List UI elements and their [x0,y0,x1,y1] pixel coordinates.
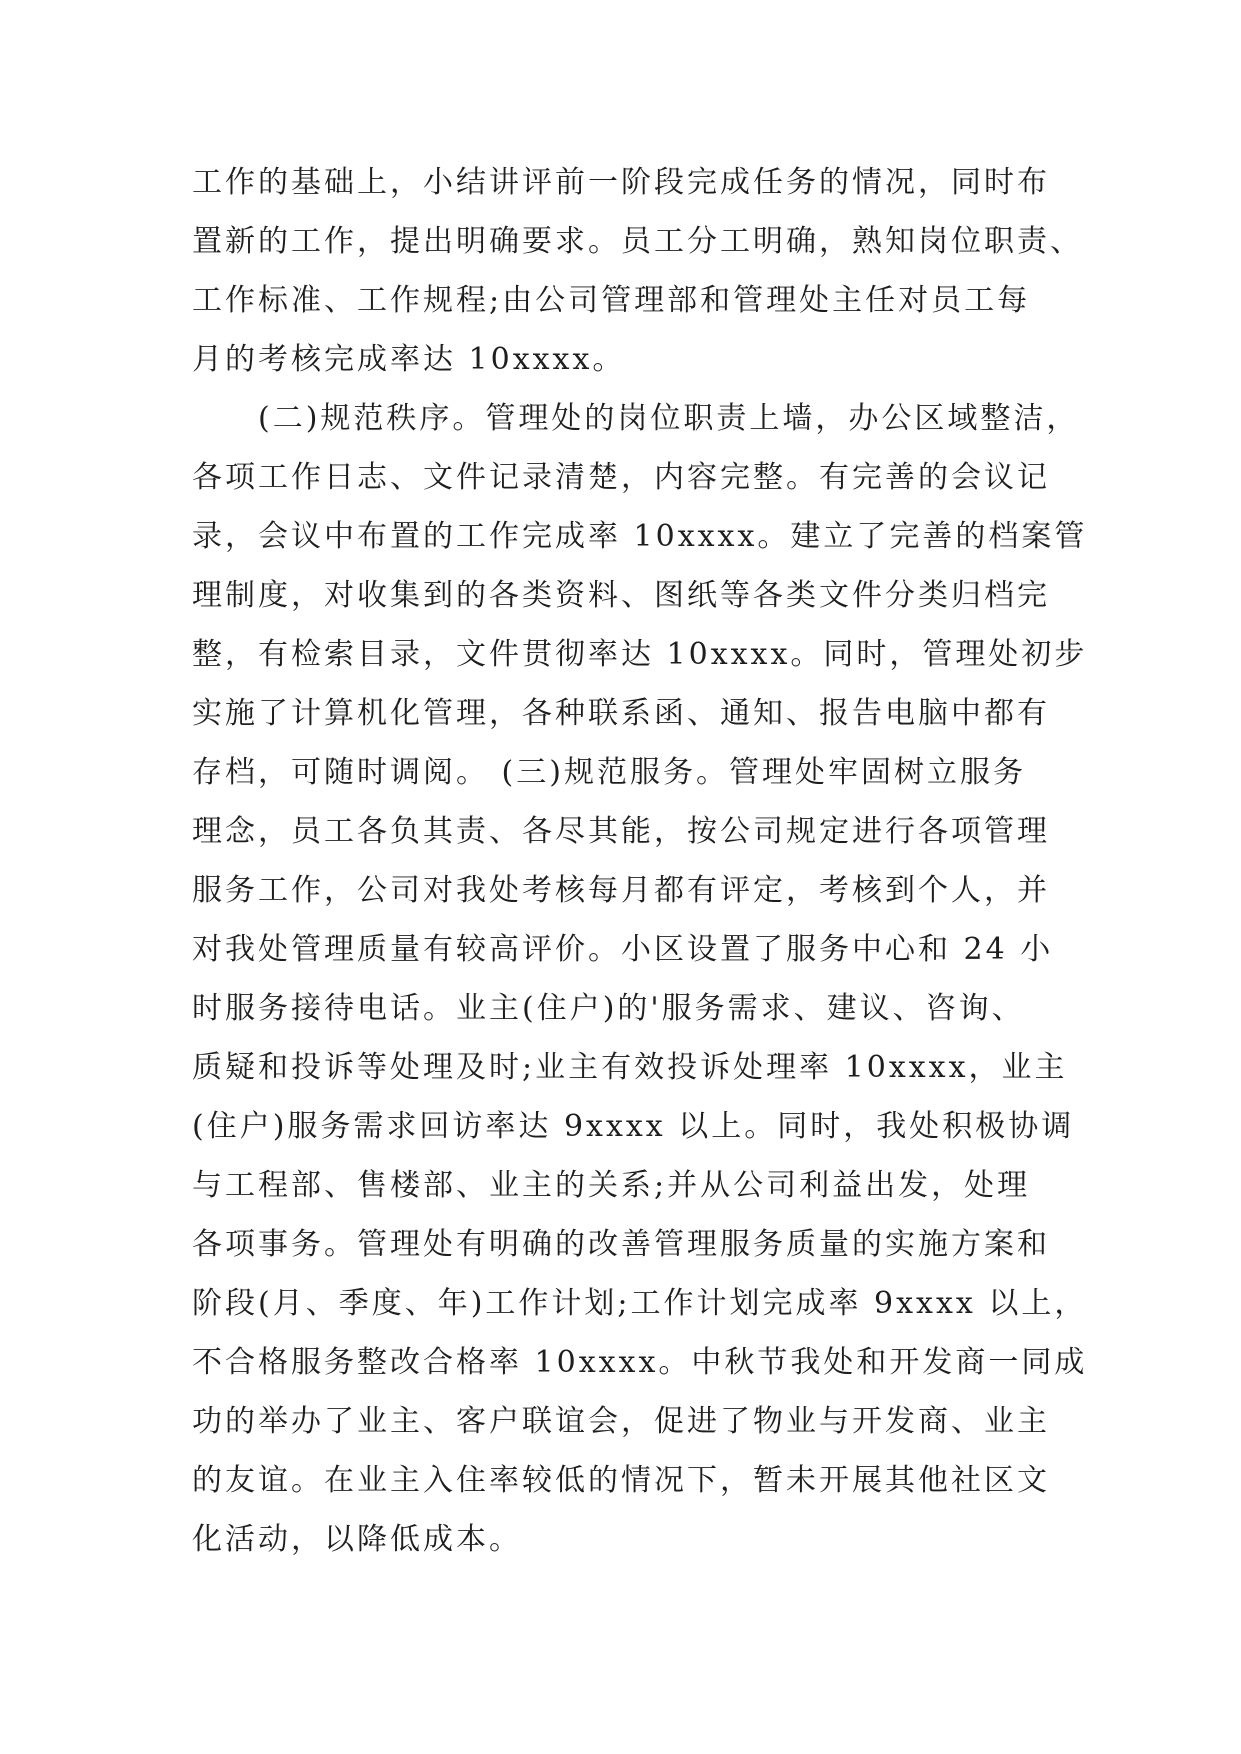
text-line: (住户)服务需求回访率达 9xxxx 以上。同时，我处积极协调 [192,1109,1075,1144]
text-line: 不合格服务整改合格率 10xxxx。中秋节我处和开发商一同成 [192,1345,1088,1380]
text-line: 与工程部、售楼部、业主的关系;并从公司利益出发，处理 [192,1168,1031,1203]
text-line: (二)规范秩序。管理处的岗位职责上墙，办公区域整洁， [192,401,1080,436]
text-line: 置新的工作，提出明确要求。员工分工明确，熟知岗位职责、 [192,224,1083,259]
text-line: 功的举办了业主、客户联谊会，促进了物业与开发商、业主 [192,1404,1050,1439]
text-line: 理制度，对收集到的各类资料、图纸等各类文件分类归档完 [192,578,1050,613]
text-line: 各项工作日志、文件记录清楚，内容完整。有完善的会议记 [192,460,1050,495]
text-line: 实施了计算机化管理，各种联系函、通知、报告电脑中都有 [192,696,1050,731]
text-line: 理念，员工各负其责、各尽其能，按公司规定进行各项管理 [192,814,1050,849]
text-line: 月的考核完成率达 10xxxx。 [192,342,626,377]
text-line: 整，有检索目录，文件贯彻率达 10xxxx。同时，管理处初步 [192,637,1088,672]
text-line: 对我处管理质量有较高评价。小区设置了服务中心和 24 小 [192,932,1054,967]
text-line: 工作标准、工作规程;由公司管理部和管理处主任对员工每 [192,283,1031,318]
text-line: 质疑和投诉等处理及时;业主有效投诉处理率 10xxxx，业主 [192,1050,1068,1085]
text-line: 时服务接待电话。业主(住户)的'服务需求、建议、咨询、 [192,991,1025,1026]
text-line: 存档，可随时调阅。 (三)规范服务。管理处牢固树立服务 [192,755,1026,790]
text-line: 工作的基础上，小结讲评前一阶段完成任务的情况，同时布 [192,165,1050,200]
text-line: 化活动，以降低成本。 [192,1522,522,1557]
body-text [192,153,1088,1569]
text-line: 服务工作，公司对我处考核每月都有评定，考核到个人，并 [192,873,1050,908]
text-line: 录，会议中布置的工作完成率 10xxxx。建立了完善的档案管 [192,519,1088,554]
text-line: 各项事务。管理处有明确的改善管理服务质量的实施方案和 [192,1227,1050,1262]
text-line: 阶段(月、季度、年)工作计划;工作计划完成率 9xxxx 以上， [192,1286,1088,1321]
text-line: 的友谊。在业主入住率较低的情况下，暂未开展其他社区文 [192,1463,1050,1498]
